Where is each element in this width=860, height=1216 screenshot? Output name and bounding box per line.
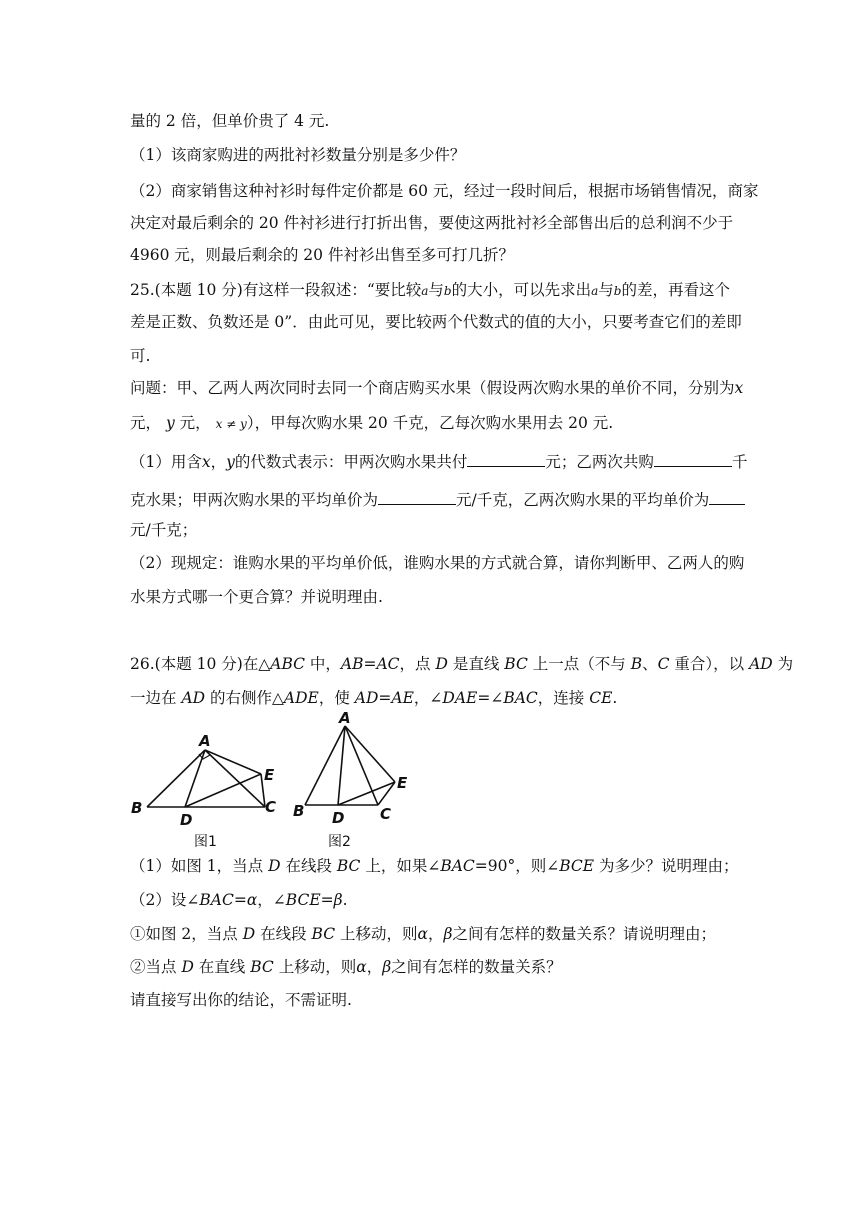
label-B-fig1: B [131,799,143,817]
var: BC [311,925,336,943]
text: 之间有怎样的数量关系？ [391,958,562,976]
text: ），甲每次购水果 20 千克，乙每次购水果用去 20 元. [246,414,614,432]
label-E-fig1: E [264,766,275,784]
text: （1）用含 [130,453,202,471]
text: ①如图 2，当点 [130,925,243,943]
var: y [226,453,235,471]
text: 上，如果∠ [360,857,441,875]
q25-intro-line: 差是正数、负数还是 0”．由此可见，要比较两个代数式的值的大小，只要考查它们的差即 [130,313,742,331]
answer-blank[interactable] [654,450,732,467]
var: β [443,925,453,943]
text: ， [427,925,444,943]
text: . [612,689,618,707]
text: 重合），以 [669,655,750,673]
q25-problem-line [130,413,613,434]
text: 26.(本题 10 分)在△ [130,655,271,673]
var: AB=AC [340,655,400,673]
q26-instruction: 请直接写出你的结论，不需证明. [130,991,352,1009]
figure-1-diagram [147,750,265,807]
var: ADE [283,689,319,707]
text: 之间有怎样的数量关系？请说明理由； [452,925,716,943]
inequality: x ≠ y [215,417,247,431]
figure-1-caption: 图1 [194,834,217,850]
var: β [382,958,392,976]
var: BAC [440,857,475,875]
text: 、 [642,655,658,673]
var: D [242,925,256,943]
label-A-fig2: A [339,712,351,727]
label-D-fig1: D [180,811,193,829]
text: 的大小，可以先求出 [451,281,592,299]
var: BAC [199,891,234,909]
text: = [233,891,247,909]
q24-subquestion-1: （1）该商家购进的两批衬衫数量分别是多少件？ [130,146,466,164]
q24-subquestion-2-line: 4960 元，则最后剩余的 20 件衬衫出售至多可打几折？ [130,246,514,264]
text: 问题：甲、乙两人两次同时去同一个商店购买水果（假设两次购水果的单价不同，分别为 [130,379,735,397]
text: 上移动，则 [335,925,418,943]
text: 与 [598,281,614,299]
var: BAC [503,689,538,707]
text: 的右侧作△ [205,689,284,707]
var: b [613,284,622,298]
text: 克水果；甲两次购水果的平均单价为 [130,491,379,509]
segment-AC-fig1 [205,750,265,807]
var: α [417,925,428,943]
text: . [342,891,348,909]
label-C-fig1: C [265,798,277,816]
text: 元；乙两次共购 [545,453,654,471]
var: BCE [559,857,595,875]
text: 上一点（不与 [527,655,631,673]
var: BC [336,857,361,875]
text: 在线段 [280,857,337,875]
var: AD [181,689,206,707]
geometry-figures [125,712,425,852]
var: DAE [442,689,478,707]
var: AD=AE [354,689,414,707]
q24-subquestion-2-line: 决定对最后剩余的 20 件衬衫进行打折出售，要使这两批衬衫全部售出后的总利润不少于 [130,214,734,232]
text: 元， [130,414,162,432]
text: ， [210,453,227,471]
text: （1）如图 1，当点 [130,857,269,875]
text: =90°，则∠ [474,857,560,875]
var: b [443,284,452,298]
var: y [165,414,175,432]
text: 的差，再看这个 [621,281,730,299]
q26-subquestion-2 [130,890,348,910]
var: α [356,958,367,976]
text: 为多少？说明理由； [594,857,739,875]
text: 为 [772,655,794,673]
text: ，使 [318,689,355,707]
q25-subquestion-1-line: 元/千克； [130,521,198,539]
q24-text-line: 量的 2 倍，但单价贵了 4 元. [130,112,330,130]
var: α [246,891,258,909]
q25-subquestion-2-line: 水果方式哪一个更合算？并说明理由. [130,588,383,606]
figure-2-caption: 图2 [328,834,351,850]
text: 一边在 [130,689,182,707]
q25-problem-line [130,378,743,398]
text: = [320,891,334,909]
q25-subquestion-1-line [130,450,747,472]
figure-2-diagram [305,726,395,805]
var: x [201,453,211,471]
text: 与 [428,281,444,299]
text: ，点 [399,655,436,673]
var: CE [589,689,613,707]
q24-subquestion-2-line: （2）商家销售这种衬衫时每件定价都是 60 元，经过一段时间后，根据市场销售情况，商家 [130,182,759,200]
text: ，连接 [537,689,590,707]
q26-subquestion-2-part-2 [130,957,562,977]
var: β [333,891,343,909]
segment-AE-fig2 [345,726,395,782]
answer-blank[interactable] [709,488,745,505]
label-E-fig2: E [397,774,408,792]
answer-blank[interactable] [378,488,456,505]
text: ，∠ [257,891,286,909]
label-B-fig2: B [293,802,305,820]
text: 元， [179,414,211,432]
segment-AC-fig2 [345,726,378,805]
var: ABC [270,655,305,673]
text: ②当点 [130,958,182,976]
var: BC [250,958,274,976]
q25-subquestion-2-line: （2）现规定：谁购水果的平均单价低，谁购水果的方式就合算，请你判断甲、乙两人的购 [130,554,745,572]
q25-subquestion-1-line [130,488,745,510]
label-C-fig2: C [380,805,392,823]
text: ， [366,958,383,976]
text: ，∠ [413,689,443,707]
segment-DE-fig1 [185,774,261,807]
text: 元/千克，乙两次购水果的平均单价为 [456,491,710,509]
text: 在线段 [255,925,312,943]
segment-AB-fig1 [147,750,205,807]
var: D [181,958,194,976]
var: x [734,379,744,397]
var: a [591,284,599,298]
q26-intro-line [130,654,793,674]
text: 的代数式表示：甲两次购水果共付 [234,453,468,471]
text: （2）设∠ [130,891,200,909]
text: 25.(本题 10 分)有这样一段叙述：“要比较 [130,281,422,299]
q26-subquestion-2-part-1 [130,924,716,944]
segment-AE-fig1 [205,750,261,774]
var: a [421,284,429,298]
text: 千 [731,453,748,471]
var: D [268,857,281,875]
answer-blank[interactable] [467,450,545,467]
text: =∠ [477,689,504,707]
q25-intro-line: 可. [130,347,151,365]
text: 上移动，则 [273,958,357,976]
q26-subquestion-1 [130,856,739,876]
var: BCE [285,891,321,909]
var: B [630,655,643,673]
label-A-fig1: A [199,732,211,750]
text: 在直线 [193,958,251,976]
q25-intro-line [130,280,730,301]
text: 是直线 [447,655,505,673]
var: D [435,655,448,673]
text: 中， [304,655,341,673]
q26-intro-line [130,688,617,708]
var: BC [504,655,528,673]
label-D-fig2: D [332,809,345,827]
var: C [657,655,670,673]
var: AD [749,655,773,673]
